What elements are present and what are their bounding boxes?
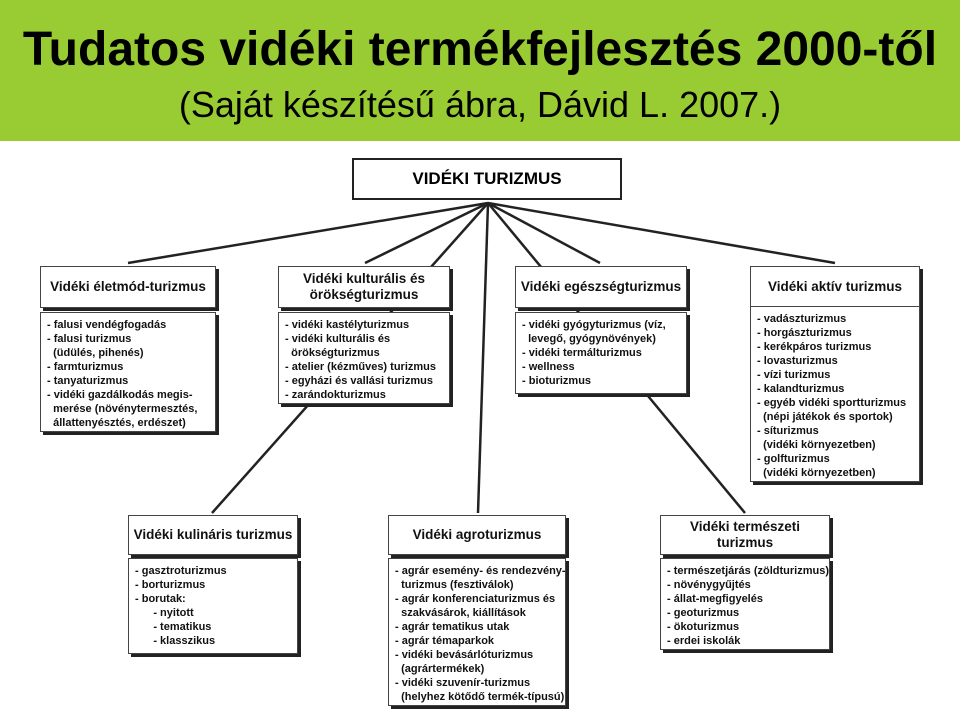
list-item: - geoturizmus — [667, 607, 740, 619]
category-list-eletmod — [40, 312, 216, 432]
list-item: - természetjárás (zöldturizmus) — [667, 565, 829, 577]
connector-agro — [478, 203, 488, 513]
list-item: - állat-megfigyelés — [667, 593, 763, 605]
list-item: - lovasturizmus — [757, 355, 838, 367]
list-item: - vidéki bevásárlóturizmus — [395, 649, 534, 661]
list-item: - horgászturizmus — [757, 327, 852, 339]
list-item: - egyházi és vallási turizmus — [285, 375, 433, 387]
list-item: (üdülés, pihenés) — [47, 347, 144, 359]
category-list-kulturalis — [278, 312, 450, 404]
list-item: - falusi vendégfogadás — [47, 319, 167, 331]
list-item: (népi játékok és sportok) — [757, 411, 893, 423]
list-item: turizmus (fesztiválok) — [395, 579, 514, 591]
list-item: merése (növénytermesztés, — [47, 403, 198, 415]
list-item: - zarándokturizmus — [285, 389, 386, 401]
item-list — [751, 307, 919, 485]
list-item: - agrár témaparkok — [395, 635, 495, 647]
category-list-agro — [388, 558, 566, 706]
list-item: - erdei iskolák — [667, 635, 741, 647]
list-item: (vidéki környezetben) — [757, 439, 876, 451]
list-item: - síturizmus — [757, 425, 819, 437]
connector-eletmod — [128, 203, 488, 263]
list-item: - wellness — [522, 361, 575, 373]
category-title: Vidéki aktív turizmus — [767, 278, 903, 294]
category-header-termeszeti — [660, 515, 830, 555]
list-item: (agrártermékek) — [395, 663, 485, 675]
category-header-aktiv — [750, 266, 920, 308]
item-list — [129, 559, 297, 653]
list-item: levegő, gyógynövények) — [522, 333, 656, 345]
item-list — [389, 559, 565, 709]
list-item: - egyéb vidéki sportturizmus — [757, 397, 907, 409]
category-list-kulinaris — [128, 558, 298, 654]
category-list-egeszseg — [515, 312, 687, 394]
page-title: Tudatos vidéki termékfejlesztés 2000-től — [22, 23, 938, 76]
list-item: - bioturizmus — [522, 375, 592, 387]
list-item: állattenyésztés, erdészet) — [47, 417, 186, 429]
list-item: - vadászturizmus — [757, 313, 847, 325]
list-item: - nyitott — [135, 607, 194, 619]
list-item: - gasztroturizmus — [135, 565, 227, 577]
list-item: - agrár tematikus utak — [395, 621, 510, 633]
category-header-eletmod — [40, 266, 216, 308]
category-title: Vidéki egészségturizmus — [520, 278, 682, 294]
list-item: - klasszikus — [135, 635, 216, 647]
connector-aktiv — [488, 203, 835, 263]
list-item: - golfturizmus — [757, 453, 830, 465]
list-item: - kerékpáros turizmus — [757, 341, 872, 353]
item-list — [661, 559, 829, 653]
list-item: - vidéki termálturizmus — [522, 347, 642, 359]
list-item: - növénygyűjtés — [667, 579, 751, 591]
category-list-termeszeti — [660, 558, 830, 650]
list-item: (vidéki környezetben) — [757, 467, 876, 479]
list-item: - tanyaturizmus — [47, 375, 129, 387]
item-list — [279, 313, 449, 407]
category-title: Vidéki életmód-turizmus — [50, 278, 206, 294]
category-list-aktiv — [750, 306, 920, 482]
list-item: - agrár esemény- és rendezvény- — [395, 565, 566, 577]
list-item: (helyhez kötődő termék-típusú) — [395, 691, 565, 703]
list-item: - vidéki gazdálkodás megis- — [47, 389, 193, 401]
category-title: Vidéki kulináris turizmus — [133, 526, 293, 542]
list-item: - vidéki gyógyturizmus (víz, — [522, 319, 666, 331]
list-item: - tematikus — [135, 621, 212, 633]
root-node-box — [352, 158, 622, 200]
list-item: - agrár konferenciaturizmus és — [395, 593, 556, 605]
root-node-label: VIDÉKI TURIZMUS — [412, 169, 562, 188]
list-item: - vidéki szuvenír-turizmus — [395, 677, 531, 689]
list-item: - farmturizmus — [47, 361, 124, 373]
list-item: - borutak: — [135, 593, 186, 605]
category-header-egeszseg — [515, 266, 687, 308]
category-header-agro — [388, 515, 566, 555]
list-item: - falusi turizmus — [47, 333, 132, 345]
category-title: Vidéki kulturális és örökségturizmus — [302, 270, 426, 302]
category-title: Vidéki agroturizmus — [412, 526, 542, 542]
list-item: - atelier (kézműves) turizmus — [285, 361, 436, 373]
category-title: Vidéki természeti turizmus — [689, 518, 801, 550]
list-item: - vidéki kulturális és — [285, 333, 391, 345]
page-subtitle: (Saját készítésű ábra, Dávid L. 2007.) — [178, 84, 782, 125]
list-item: - borturizmus — [135, 579, 206, 591]
list-item: - kalandturizmus — [757, 383, 845, 395]
list-item: örökségturizmus — [285, 347, 380, 359]
list-item: szakvásárok, kiállítások — [395, 607, 526, 619]
list-item: - vízi turizmus — [757, 369, 831, 381]
category-header-kulturalis — [278, 266, 450, 308]
item-list — [516, 313, 686, 393]
list-item: - ökoturizmus — [667, 621, 740, 633]
item-list — [41, 313, 215, 435]
list-item: - vidéki kastélyturizmus — [285, 319, 410, 331]
category-header-kulinaris — [128, 515, 298, 555]
